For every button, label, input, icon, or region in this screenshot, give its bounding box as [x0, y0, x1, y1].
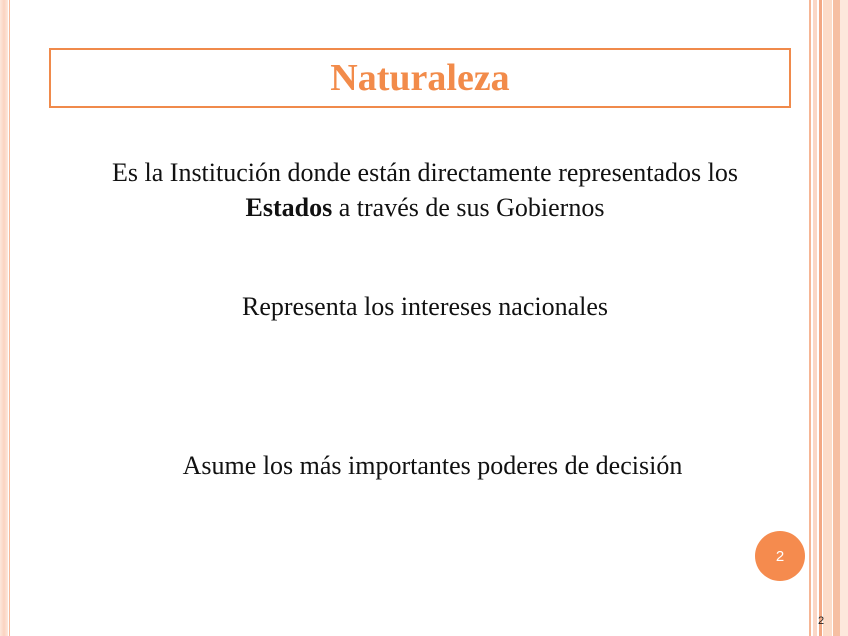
left-border-decoration	[0, 0, 8, 636]
paragraph-decision-powers: Asume los más importantes poderes de decisión	[182, 451, 683, 480]
paragraph-line: Es la Institución donde están directamente representados los	[112, 158, 738, 187]
right-border-stripe	[840, 0, 848, 636]
right-border-stripe	[809, 0, 811, 636]
left-border-line	[9, 0, 10, 636]
right-border-stripe	[813, 0, 817, 636]
right-border-stripe	[823, 0, 832, 636]
paragraph-interests: Representa los intereses nacionales	[241, 292, 609, 321]
slide-title: Naturaleza	[330, 57, 510, 99]
bold-term: Estados	[245, 193, 333, 222]
right-border-stripe	[833, 0, 840, 636]
paragraph-institution	[60, 155, 790, 225]
paragraph-text: a través de sus Gobiernos	[332, 193, 605, 222]
slide-number-badge: 2	[755, 531, 805, 581]
title-box	[49, 48, 791, 108]
right-border-stripe	[818, 0, 825, 636]
page-number: 2	[818, 615, 825, 627]
paragraph-line	[60, 190, 790, 225]
